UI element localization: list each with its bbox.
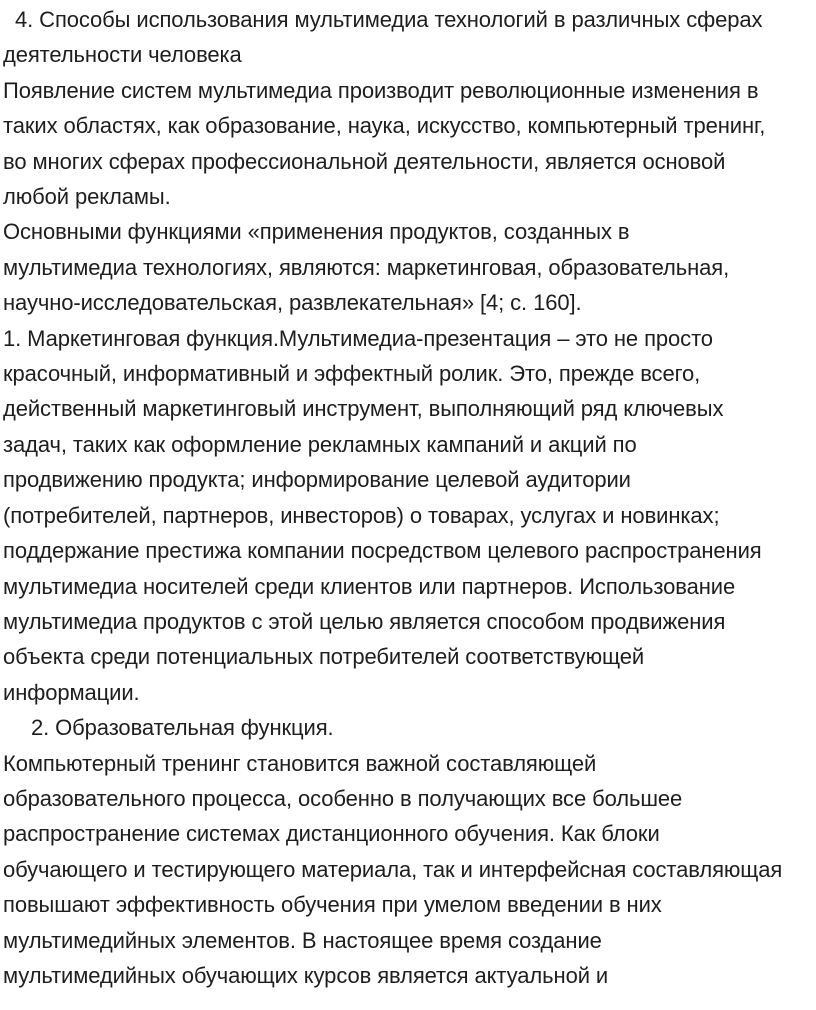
text-line: обучающего и тестирующего материала, так и интерфейсная составляющая	[3, 856, 783, 882]
text-line: во многих сферах профессиональной деятельности, является основой	[3, 148, 726, 174]
text-line: мультимедиа технологиях, являются: маркетинговая, образовательная,	[3, 254, 730, 280]
text-line: Появление систем мультимедиа производит революционные изменения в	[3, 77, 759, 103]
text-line: мультимедиа продуктов с этой целью является способом продвижения	[3, 608, 726, 634]
intro-paragraph	[3, 73, 816, 215]
text-line: мультимедиа носителей среди клиентов или партнеров. Использование	[3, 573, 736, 599]
text-line: (потребителей, партнеров, инвесторов) о товарах, услугах и новинках;	[3, 502, 720, 528]
text-line: любой рекламы.	[3, 184, 171, 210]
text-line: Основными функциями «применения продуктов, созданных в	[3, 219, 630, 245]
education-section	[3, 710, 816, 993]
text-line: деятельности человека	[3, 42, 242, 68]
text-line: Компьютерный тренинг становится важной составляющей	[3, 750, 597, 776]
text-line: задач, таких как оформление рекламных кампаний и акций по	[3, 431, 637, 457]
text-line: мультимедийных обучающих курсов является актуальной и	[3, 962, 609, 988]
text-line: красочный, информативный и эффектный ролик. Это, прежде всего,	[3, 361, 701, 387]
section-heading	[3, 2, 816, 73]
text-line: таких областях, как образование, наука, искусство, компьютерный тренинг,	[3, 113, 766, 139]
text-line: информации.	[3, 679, 140, 705]
marketing-paragraph	[3, 321, 816, 710]
text-line: мультимедийных элементов. В настоящее время создание	[3, 927, 602, 953]
text-line: действенный маркетинговый инструмент, выполняющий ряд ключевых	[3, 396, 724, 422]
functions-paragraph	[3, 214, 816, 320]
text-line: 1. Маркетинговая функция.Мультимедиа-презентация – это не просто	[3, 325, 713, 351]
text-line: научно-исследовательская, развлекательная» [4; с. 160].	[3, 290, 582, 316]
text-line: продвижению продукта; информирование целевой аудитории	[3, 467, 631, 493]
text-line: повышают эффективность обучения при умелом введении в них	[3, 892, 662, 918]
text-line: 4. Способы использования мультимедиа технологий в различных сферах	[15, 7, 763, 32]
text-line: объекта среди потенциальных потребителей соответствующей	[3, 644, 645, 670]
text-line: образовательного процесса, особенно в получающих все большее	[3, 785, 683, 811]
education-heading: 2. Образовательная функция.	[31, 715, 334, 741]
text-line: поддержание престижа компании посредством целевого распространения	[3, 538, 762, 564]
text-line: распространение системах дистанционного обучения. Как блоки	[3, 821, 660, 847]
